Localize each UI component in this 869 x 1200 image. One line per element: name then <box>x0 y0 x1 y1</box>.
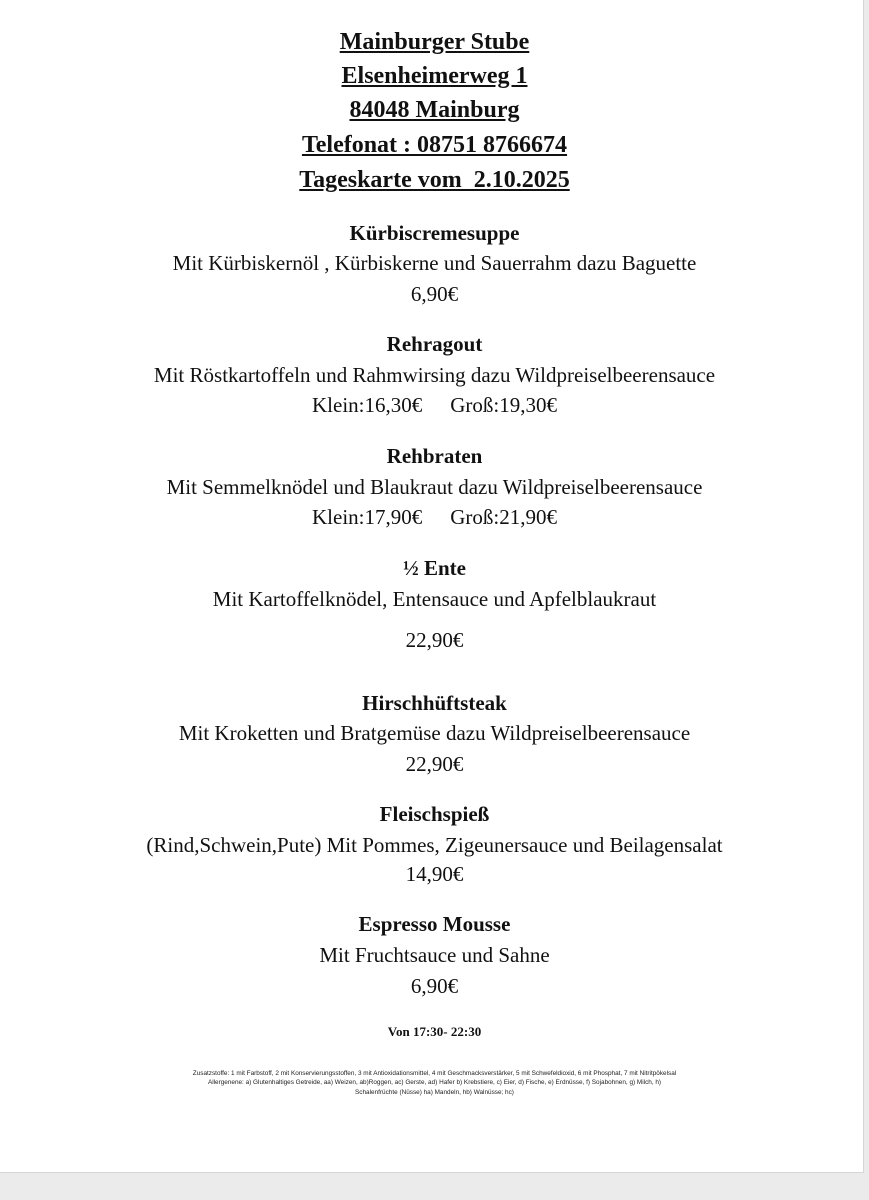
dish-price-row <box>0 504 869 530</box>
dish-price-row <box>0 392 869 418</box>
restaurant-name: Mainburger Stube <box>339 29 530 55</box>
dish-description: Mit Kroketten und Bratgemüse dazu Wildpreiselbeerensauce <box>178 721 691 745</box>
dish-price: 6,90€ <box>410 974 459 998</box>
dish-title: Rehbraten <box>386 444 483 468</box>
dish-price: 22,90€ <box>405 628 464 652</box>
opening-hours: Von 17:30- 22:30 <box>387 1024 482 1039</box>
dish-title: Fleischspieß <box>379 802 490 826</box>
dish-description: (Rind,Schwein,Pute) Mit Pommes, Zigeunersauce und Beilagensalat <box>146 833 723 857</box>
dish-title: Rehragout <box>386 332 483 356</box>
dish-description: Mit Kartoffelknödel, Entensauce und Apfelblaukraut <box>212 587 657 611</box>
dish-price-large: Groß:21,90€ <box>450 505 557 529</box>
dish-description: Mit Semmelknödel und Blaukraut dazu Wildpreiselbeerensauce <box>166 475 703 499</box>
dish-price: 6,90€ <box>410 282 459 306</box>
restaurant-city: 84048 Mainburg <box>349 97 520 123</box>
dish-price-large: Groß:19,30€ <box>450 393 557 417</box>
dish-description: Mit Kürbiskernöl , Kürbiskerne und Sauerrahm dazu Baguette <box>172 251 697 275</box>
dish-title: Hirschhüftsteak <box>362 691 507 715</box>
restaurant-street: Elsenheimerweg 1 <box>341 63 528 89</box>
dish-title: Espresso Mousse <box>358 912 511 936</box>
dish-title: Kürbiscremesuppe <box>349 221 520 245</box>
dish-description: Mit Röstkartoffeln und Rahmwirsing dazu Wildpreiselbeerensauce <box>153 363 716 387</box>
restaurant-phone: Telefonat : 08751 8766674 <box>301 132 568 158</box>
dish-description: Mit Fruchtsauce und Sahne <box>319 943 550 967</box>
dish-price: 22,90€ <box>405 752 464 776</box>
dish-price: 14,90€ <box>405 862 464 886</box>
dish-price-small: Klein:16,30€ <box>312 393 423 417</box>
dish-price-small: Klein:17,90€ <box>312 505 423 529</box>
menu-date: Tageskarte vom 2.10.2025 <box>299 167 570 193</box>
allergen-footnote: Zusatzstoffe: 1 mit Farbstoff, 2 mit Konservierungsstoffen, 3 mit Antioxidationsmittel, 4 mit Geschmacksverstärker, 5 mit Schwefeldioxid, 6 mit Phosphat, 7 mit Nitritpökelsal Allergenene: a) Glutenhaltiges Getreide, aa) Weizen, ab)Roggen, ac) Gerste, ad) Hafer b) Krebstiere, c) Eier, d) Fische, e) Erdnüsse, f) Sojabohnen, g) Milch, h) Schalenfrüchte (Nüsse) ha) Mandeln, hb) Walnüsse; hc) <box>192 1070 677 1096</box>
dish-title: ½ Ente <box>403 556 466 580</box>
